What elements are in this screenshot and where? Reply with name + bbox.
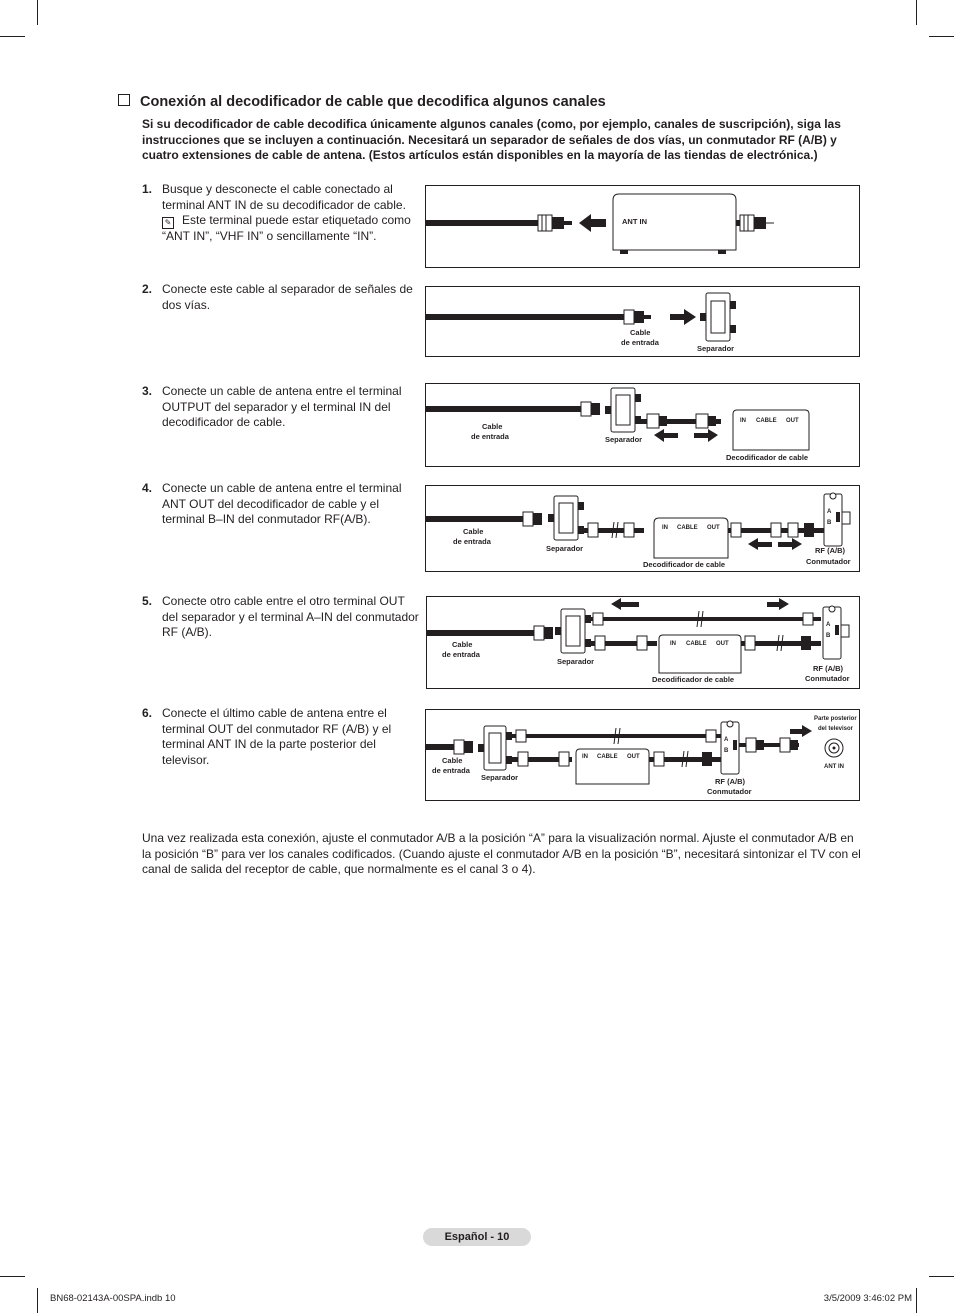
splitter-icon <box>700 293 736 341</box>
coax-connector-icon <box>736 215 774 231</box>
rf-switch-icon <box>721 721 739 774</box>
step-number: 2. <box>142 282 153 296</box>
decoder-box <box>659 635 741 673</box>
decoder-cable-label: CABLE <box>756 418 777 424</box>
decoder-box <box>613 194 736 254</box>
step-number: 4. <box>142 481 153 495</box>
footer-file-info: BN68-02143A-00SPA.indb 10 <box>50 1293 176 1304</box>
coax-connector-icon <box>534 626 553 640</box>
cable-label-1: Cable <box>482 422 503 431</box>
step-text: Conecte otro cable entre el otro terminal OUT del separador y el terminal A–IN del conmutador RF (A/B). <box>162 594 419 639</box>
note-icon: ✎ <box>162 217 174 229</box>
cable-label-2: de entrada <box>442 650 480 659</box>
tv-antenna-jack-icon <box>825 739 843 757</box>
switch-b-label: B <box>826 633 831 639</box>
diagram-step-4 <box>425 485 860 572</box>
decoder-cable-label: CABLE <box>686 641 707 647</box>
step-text: Conecte este cable al separador de señales de dos vías. <box>162 282 413 312</box>
rf-label-2: Conmutador <box>805 674 850 683</box>
splitter-label: Separador <box>481 773 519 782</box>
crop-mark <box>0 1276 25 1277</box>
tv-ant-in-label: ANT IN <box>824 764 844 770</box>
footer-timestamp: 3/5/2009 3:46:02 PM <box>823 1293 912 1304</box>
switch-b-label: B <box>827 520 832 526</box>
decoder-box <box>733 410 809 450</box>
diagram-4-svg <box>426 486 859 571</box>
decoder-out-label: OUT <box>716 641 729 647</box>
decoder-label: Decodificador de cable <box>652 675 735 684</box>
switch-a-label: A <box>724 737 729 743</box>
cable-label-1: Cable <box>442 756 463 765</box>
coax-connector-icon <box>581 402 600 416</box>
diagram-2-svg <box>426 287 859 356</box>
step-text: Conecte un cable de antena entre el terminal OUTPUT del separador y el terminal IN del decodificador de cable. <box>162 384 402 429</box>
tv-label-2: del televisor <box>818 726 854 732</box>
rf-switch-icon <box>823 606 849 659</box>
crop-mark <box>916 1288 917 1313</box>
cable-label-1: Cable <box>630 328 651 337</box>
final-paragraph: Una vez realizada esta conexión, ajuste el conmutador A/B a la posición “A” para la visualización normal. Ajuste el conmutador A/B en la posición “B” para ver los canales codificados. (Cuando ajuste el conmutador A/B en la posición “B”, necesitará sintonizar el TV con el canal de salida del receptor de cable, que normalmente es el canal 3 o 4). <box>142 831 861 876</box>
rf-label-1: RF (A/B) <box>715 777 745 786</box>
step-text-body: Busque y desconecte el cable conectado al terminal ANT IN de su decodificador de cable. <box>162 182 406 212</box>
decoder-out-label: OUT <box>707 525 720 531</box>
section-intro: Si su decodificador de cable decodifica únicamente algunos canales (como, por ejemplo, canales de suscripción), siga las instrucciones que se incluyen a continuación. Necesitará un separador de señales de dos vías, un conmutador RF (A/B) y cuatro extensiones de cable de antena. (Estos artículos están disponibles en la mayoría de las tiendas de electrónica.) <box>142 117 841 162</box>
crop-mark <box>916 0 917 25</box>
diagram-step-6 <box>425 709 860 801</box>
step-note: Este terminal puede estar etiquetado como “ANT IN”, “VHF IN” o sencillamente “IN”. <box>162 213 411 243</box>
splitter-icon <box>605 388 641 432</box>
crop-mark <box>37 1288 38 1313</box>
splitter-label: Separador <box>697 344 735 353</box>
step-text: Conecte un cable de antena entre el terminal ANT OUT del decodificador de cable y el terminal B–IN del conmutador RF(A/B). <box>162 481 402 526</box>
decoder-cable-label: CABLE <box>597 754 618 760</box>
decoder-label: Decodificador de cable <box>643 560 726 569</box>
arrow-right-icon <box>778 538 802 550</box>
splitter-icon <box>548 496 584 540</box>
decoder-out-label: OUT <box>627 754 640 760</box>
coax-connector-icon <box>454 740 473 754</box>
rf-label-1: RF (A/B) <box>815 546 845 555</box>
rf-label-2: Conmutador <box>707 787 752 796</box>
cable-label-2: de entrada <box>453 537 491 546</box>
section-title-text: Conexión al decodificador de cable que decodifica algunos canales <box>140 94 606 110</box>
ant-in-label: ANT IN <box>622 217 647 226</box>
coax-connector-icon <box>624 310 651 324</box>
cable-label-2: de entrada <box>621 338 659 347</box>
diagram-step-3 <box>425 383 860 467</box>
arrow-left-icon <box>579 214 606 232</box>
diagram-3-svg <box>426 384 859 466</box>
rf-label-1: RF (A/B) <box>813 664 843 673</box>
cable-label-2: de entrada <box>432 766 470 775</box>
crop-mark <box>929 36 954 37</box>
decoder-in-label: IN <box>740 418 746 424</box>
diagram-6-svg <box>426 710 859 800</box>
arrow-left-icon <box>748 538 772 550</box>
step-text: Conecte el último cable de antena entre el terminal OUT del conmutador RF (A/B) y el terminal ANT IN de la parte posterior del televisor. <box>162 706 392 767</box>
step-text <box>162 182 422 245</box>
crop-mark <box>929 1276 954 1277</box>
cable-label-1: Cable <box>452 640 473 649</box>
arrow-right-icon <box>767 598 789 610</box>
step-number: 3. <box>142 384 153 398</box>
arrow-right-icon <box>670 309 696 325</box>
crop-mark <box>37 0 38 25</box>
page-number-badge: Español - 10 <box>423 1228 531 1246</box>
diagram-5-svg <box>427 597 859 688</box>
diagram-step-5 <box>426 596 860 689</box>
cable-label-2: de entrada <box>471 432 509 441</box>
tv-label-1: Parte posterior <box>814 716 857 722</box>
crop-mark <box>0 36 25 37</box>
decoder-label: Decodificador de cable <box>726 453 809 462</box>
decoder-out-label: OUT <box>786 418 799 424</box>
decoder-in-label: IN <box>662 525 668 531</box>
splitter-icon <box>555 609 591 653</box>
rf-switch-icon <box>824 493 850 546</box>
section-title <box>118 94 606 110</box>
decoder-cable-label: CABLE <box>677 525 698 531</box>
splitter-label: Separador <box>546 544 584 553</box>
splitter-icon <box>478 726 512 770</box>
checkbox-bullet-icon <box>118 94 130 106</box>
step-number: 5. <box>142 594 153 608</box>
diagram-step-2 <box>425 286 860 357</box>
diagram-1-svg <box>426 186 859 267</box>
arrow-right-icon <box>694 429 718 442</box>
decoder-box <box>576 749 649 784</box>
splitter-label: Separador <box>605 435 643 444</box>
switch-a-label: A <box>826 622 831 628</box>
switch-a-label: A <box>827 509 832 515</box>
diagram-step-1 <box>425 185 860 268</box>
coax-connector-icon <box>538 215 572 231</box>
decoder-in-label: IN <box>582 754 588 760</box>
step-number: 6. <box>142 706 153 720</box>
rf-label-2: Conmutador <box>806 557 851 566</box>
coax-connector-icon <box>523 512 542 526</box>
arrow-left-icon <box>654 429 678 442</box>
splitter-label: Separador <box>557 657 595 666</box>
arrow-left-icon <box>611 598 639 610</box>
cable-label-1: Cable <box>463 527 484 536</box>
decoder-box <box>654 518 728 558</box>
decoder-in-label: IN <box>670 641 676 647</box>
step-number: 1. <box>142 182 153 196</box>
arrow-right-icon <box>790 725 812 737</box>
switch-b-label: B <box>724 748 729 754</box>
